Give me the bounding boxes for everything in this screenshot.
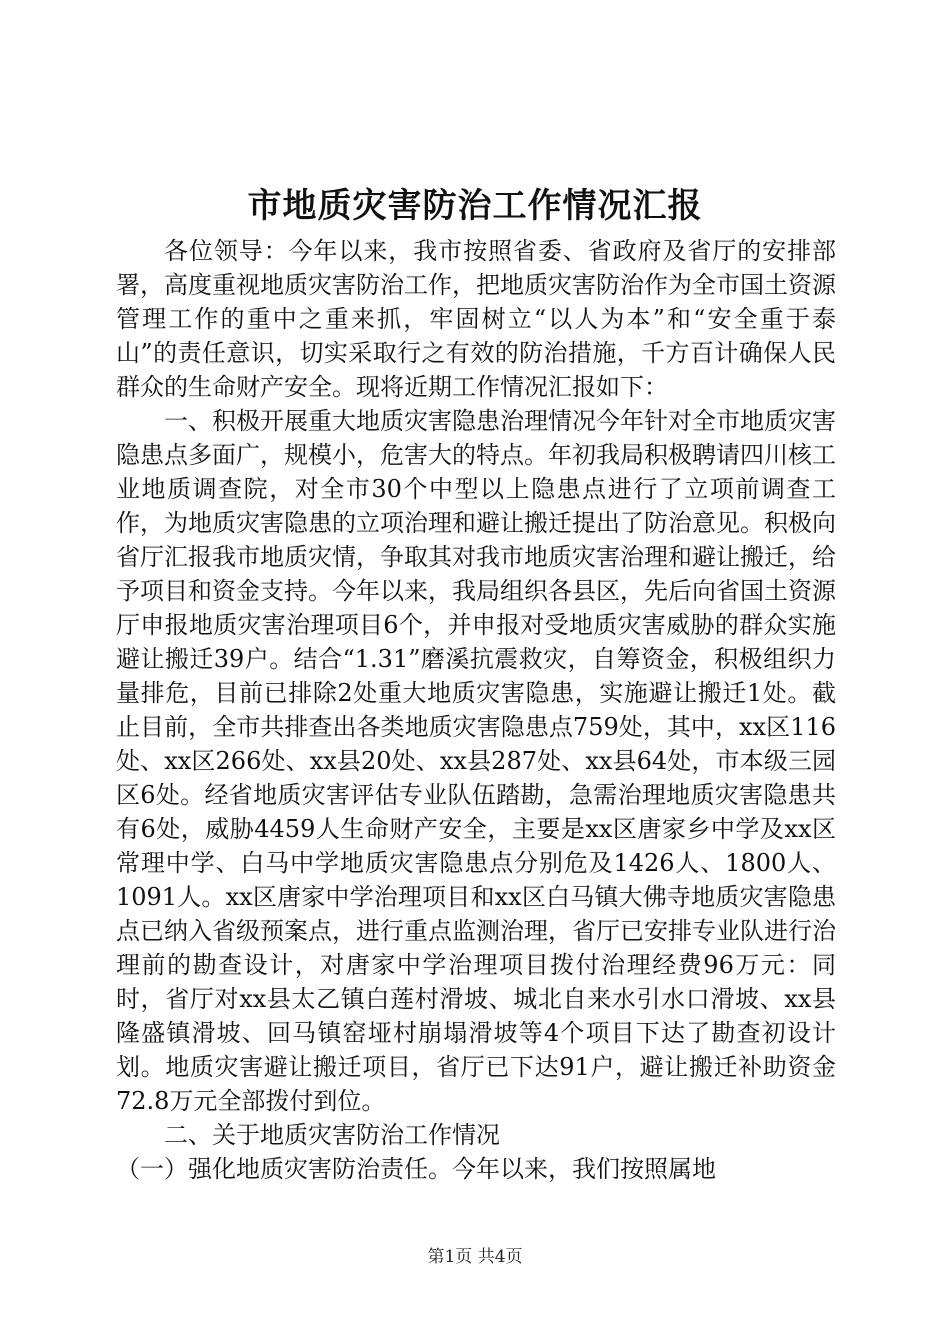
page-footer: 第1页 共4页 bbox=[427, 1247, 523, 1267]
paragraph-subsection-1: （一）强化地质灾害防治责任。今年以来，我们按照属地 bbox=[116, 1155, 716, 1183]
paragraph-section-1: 一、积极开展重大地质灾害隐患治理情况今年针对全市地质灾害隐患点多面广，规模小，危害大的特点。年初我局积极聘请四川核工业地质调查院，对全市30个中型以上隐患点进行了立项前调查工作，为地质灾害隐患的立项治理和避让搬迁提出了防治意见。积极向省厅汇报我市地质灾情，争取其对我市地质灾害治理和避让搬迁，给予项目和资金支持。今年以来，我局组织各县区，先后向省国土资源厅申报地质灾害治理项目6个，并申报对受地质灾害威胁的群众实施避让搬迁39户。结合“1.31”磨溪抗震救灾，自筹资金，积极组织力量排危，目前已排除2处重大地质灾害隐患，实施避让搬迁1处。截止目前，全市共排查出各类地质灾害隐患点759处，其中，xx区116处、xx区266处、xx县20处、xx县287处、xx县64处，市本级三园区6处。经省地质灾害评估专业队伍踏勘，急需治理地质灾害隐患共有6处，威胁4459人生命财产安全，主要是xx区唐家乡中学及xx区常理中学、白马中学地质灾害隐患点分别危及1426人、1800人、1091人。xx区唐家中学治理项目和xx区白马镇大佛寺地质灾害隐患点已纳入省级预案点，进行重点监测治理，省厅已安排专业队进行治理前的勘查设计，对唐家中学治理项目拨付治理经费96万元：同时，省厅对xx县太乙镇白莲村滑坡、城北自来水引水口滑坡、xx县隆盛镇滑坡、回马镇窑垭村崩塌滑坡等4个项目下达了勘查初设计划。地质灾害避让搬迁项目，省厅已下达91户，避让搬迁补助资金72.8万元全部拨付到位。 bbox=[116, 407, 836, 1115]
document-body bbox=[116, 234, 836, 1186]
heading-section-2: 二、关于地质灾害防治工作情况 bbox=[164, 1121, 500, 1149]
paragraph-intro: 各位领导：今年以来，我市按照省委、省政府及省厅的安排部署，高度重视地质灾害防治工作，把地质灾害防治作为全市国土资源管理工作的重中之重来抓，牢固树立“以人为本”和“安全重于泰山”的责任意识，切实采取行之有效的防治措施，千方百计确保人民群众的生命财产安全。现将近期工作情况汇报如下： bbox=[116, 237, 836, 401]
document-title: 市地质灾害防治工作情况汇报 bbox=[247, 186, 703, 226]
